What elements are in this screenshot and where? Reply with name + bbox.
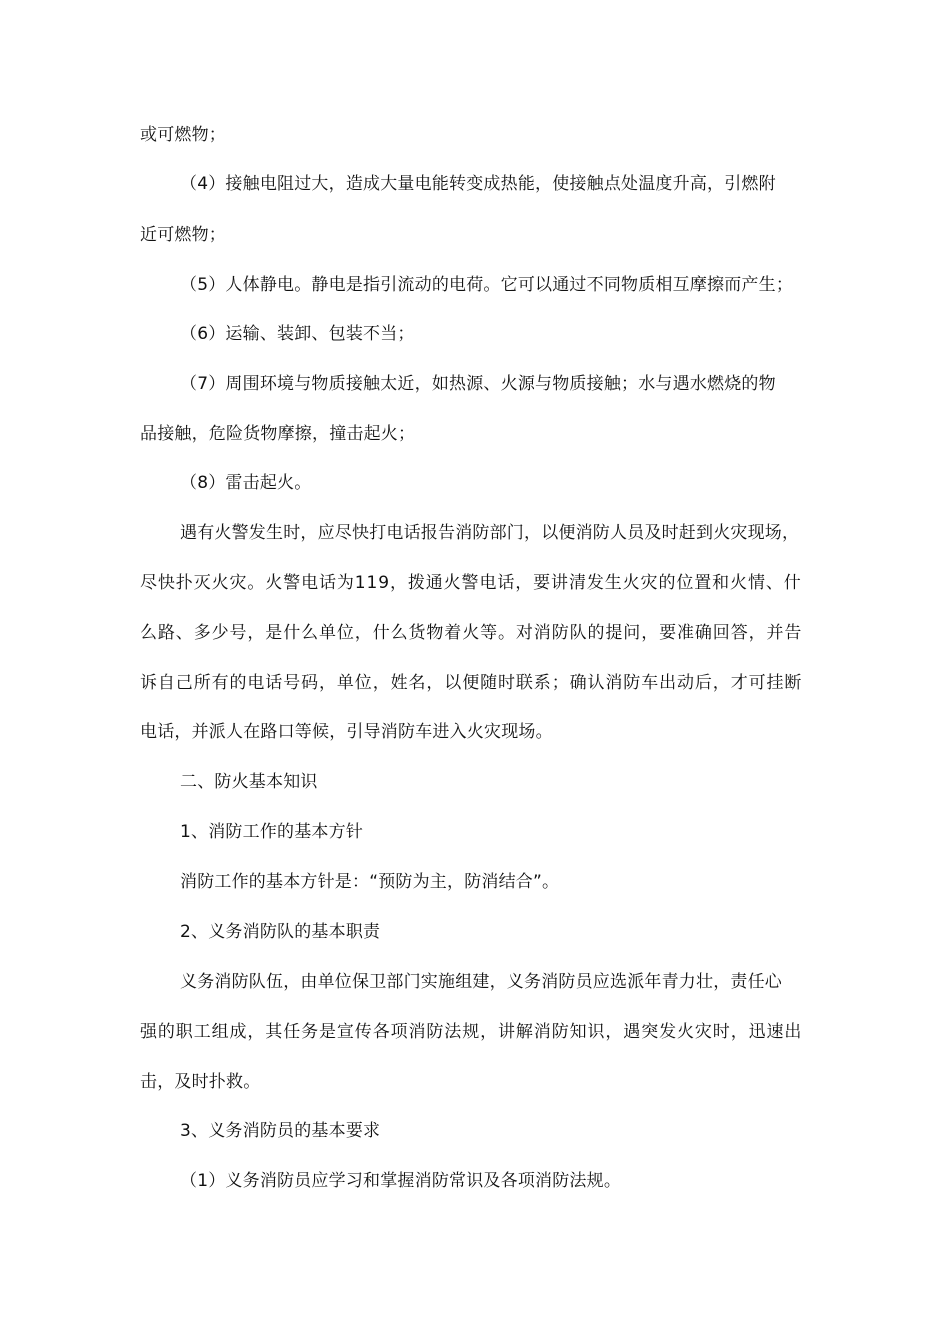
paragraph-line: 遇有火警发生时，应尽快打电话报告消防部门，以便消防人员及时赶到火灾现场， bbox=[180, 523, 800, 543]
paragraph-line: 尽快扑灭火灾。火警电话为119，拨通火警电话，要讲清发生火灾的位置和火情、什 bbox=[140, 573, 802, 593]
list-item-1: （1）义务消防员应学习和掌握消防常识及各项消防法规。 bbox=[180, 1171, 622, 1191]
paragraph-line: 品接触，危险货物摩擦，撞击起火； bbox=[140, 424, 416, 444]
paragraph-line: 么路、多少号，是什么单位，什么货物着火等。对消防队的提问，要准确回答，并告 bbox=[140, 623, 803, 643]
paragraph-line: 强的职工组成，其任务是宣传各项消防法规，讲解消防知识，遇突发火灾时，迅速出 bbox=[140, 1022, 803, 1042]
paragraph-line: 诉自己所有的电话号码，单位，姓名，以便随时联系；确认消防车出动后，才可挂断 bbox=[140, 673, 803, 693]
paragraph-line: 近可燃物； bbox=[140, 225, 226, 245]
section-heading: 二、防火基本知识 bbox=[180, 772, 318, 792]
list-item-6: （6）运输、装卸、包装不当； bbox=[180, 324, 415, 344]
paragraph-line: 或可燃物； bbox=[140, 125, 226, 145]
list-item-4: （4）接触电阻过大，造成大量电能转变成热能，使接触点处温度升高，引燃附 bbox=[180, 174, 776, 194]
list-item-5: （5）人体静电。静电是指引流动的电荷。它可以通过不同物质相互摩擦而产生； bbox=[180, 275, 794, 295]
paragraph-line: 击，及时扑救。 bbox=[140, 1072, 261, 1092]
subsection-heading: 3、义务消防员的基本要求 bbox=[180, 1121, 381, 1141]
subsection-heading: 1、消防工作的基本方针 bbox=[180, 822, 364, 842]
paragraph-line: 消防工作的基本方针是：“预防为主，防消结合”。 bbox=[180, 872, 560, 892]
list-item-7: （7）周围环境与物质接触太近，如热源、火源与物质接触；水与遇水燃烧的物 bbox=[180, 374, 776, 394]
list-item-8: （8）雷击起火。 bbox=[180, 473, 312, 493]
subsection-heading: 2、义务消防队的基本职责 bbox=[180, 922, 381, 942]
paragraph-line: 义务消防队伍，由单位保卫部门实施组建，义务消防员应选派年青力壮，责任心 bbox=[180, 972, 782, 992]
paragraph-line: 电话，并派人在路口等候，引导消防车进入火灾现场。 bbox=[140, 722, 553, 742]
